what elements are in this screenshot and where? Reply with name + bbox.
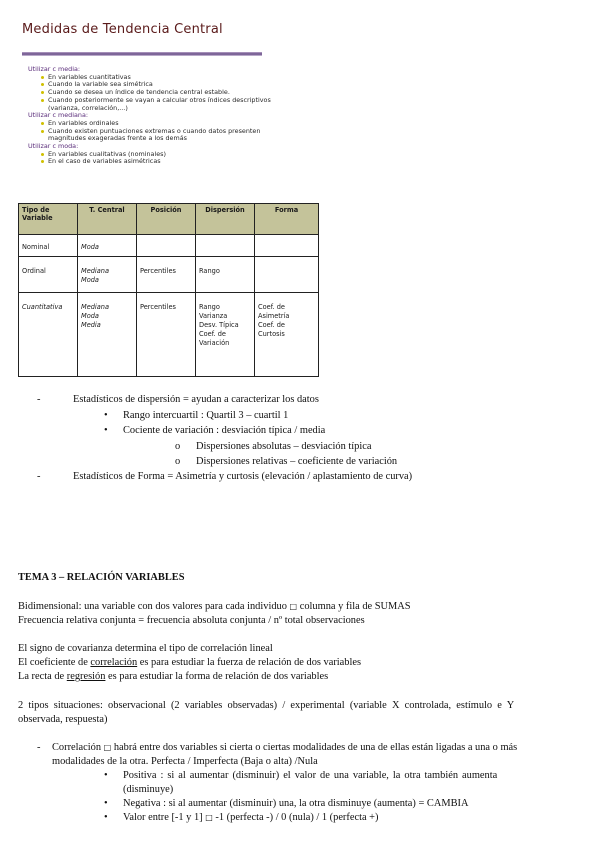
correlacion-term: correlación	[90, 657, 138, 668]
notes-list-item: En variables cualitativas (nominales)	[28, 151, 278, 159]
bidimensional-line	[18, 601, 411, 612]
valor-line	[123, 812, 379, 823]
table-header-cell: Forma	[255, 204, 319, 235]
table-cell: Moda	[78, 235, 137, 257]
square-glyph: □	[103, 743, 112, 752]
section-heading: TEMA 3 – RELACIÓN VARIABLES	[18, 572, 185, 583]
dash-marker: -	[37, 742, 41, 753]
recta-text: es para estudiar la forma de relación de dos variables	[108, 671, 329, 682]
positiva-line-1: Positiva : si al aumentar (disminuir) el valor de una variable, la otra también aumenta	[123, 770, 498, 781]
notes-list-item: En variables ordinales	[28, 120, 278, 128]
correlacion-text: habrá entre dos variables si cierta o ciertas modalidades de una de ellas están ligadas a una o más	[113, 742, 518, 753]
table-cell	[137, 235, 196, 257]
table-cell	[255, 257, 319, 293]
cociente-variacion: Cociente de variación : desviación típica / media	[123, 425, 326, 436]
sub-marker: o	[175, 441, 181, 452]
table-row	[19, 257, 319, 293]
bullet-marker: •	[104, 425, 108, 436]
bidimensional-sums: columna y fila de SUMAS	[299, 601, 411, 612]
table-cell	[255, 235, 319, 257]
frecuencia-line: Frecuencia relativa conjunta = frecuencia absoluta conjunta / nº total observaciones	[18, 615, 365, 626]
correlacion-definition-2: modalidades de la otra. Perfecta / Imperfecta (Baja o alta) /Nula	[52, 756, 318, 767]
square-glyph: □	[289, 602, 298, 611]
table-cell: Mediana Moda Media	[78, 293, 137, 377]
bullet-marker: •	[104, 770, 108, 781]
table-row	[19, 235, 319, 257]
sub-marker: o	[175, 456, 181, 467]
correlacion-definition-1	[52, 742, 517, 753]
table-header-cell: Tipo de Variable	[19, 204, 78, 235]
correlacion-label: Correlación	[52, 742, 102, 753]
notes-list-item: Cuando la variable sea simétrica	[28, 81, 278, 89]
regresion-line	[18, 671, 328, 682]
regresion-term: regresión	[66, 671, 106, 682]
coef-text: es para estudiar la fuerza de relación de dos variables	[139, 657, 362, 668]
dash-marker: -	[37, 471, 41, 482]
valor-text: Valor entre [-1 y 1]	[123, 812, 203, 823]
table-cell: Cuantitativa	[19, 293, 78, 377]
positiva-line-2: (disminuye)	[123, 784, 174, 795]
situaciones-line-1: 2 tipos situaciones: observacional (2 variables observadas) / experimental (variable X controlada, estímulo e Y	[18, 700, 515, 711]
notes-list-item: Cuando existen puntuaciones extremas o cuando datos presenten magnitudes exageradas frente a los demás	[28, 128, 278, 143]
slide-usage-notes	[28, 66, 278, 166]
table-header-cell: Posición	[137, 204, 196, 235]
table-header-cell: Dispersión	[196, 204, 255, 235]
table-cell: Nominal	[19, 235, 78, 257]
square-glyph: □	[205, 813, 213, 822]
bullet-marker: •	[104, 798, 108, 809]
notes-heading: Utilizar c mediana:	[28, 111, 89, 120]
table-cell	[196, 235, 255, 257]
title-divider	[22, 52, 262, 56]
bidimensional-text: Bidimensional: una variable con dos valores para cada individuo	[18, 601, 287, 612]
valor-text: -1 (perfecta -) / 0 (nula) / 1 (perfecta +)	[215, 812, 379, 823]
table-header-cell: T. Central	[78, 204, 137, 235]
table-cell: Percentiles	[137, 257, 196, 293]
situaciones-line-2: observada, respuesta)	[18, 714, 108, 725]
notes-list-item: Cuando se desea un índice de tendencia central estable.	[28, 89, 278, 97]
notes-list-item: En el caso de variables asimétricas	[28, 158, 278, 166]
variable-measures-table	[18, 203, 319, 377]
table-header-row	[19, 204, 319, 235]
dispersiones-absolutas: Dispersiones absolutas – desviación típica	[196, 441, 372, 452]
notes-heading: Utilizar c moda:	[28, 142, 79, 151]
table-cell: Mediana Moda	[78, 257, 137, 293]
forma-line: Estadísticos de Forma = Asimetría y curtosis (elevación / aplastamiento de curva)	[73, 471, 413, 482]
bullet-marker: •	[104, 812, 108, 823]
recta-text: La recta de	[18, 671, 65, 682]
covarianza-line: El signo de covarianza determina el tipo de correlación lineal	[18, 643, 273, 654]
table-cell: Percentiles	[137, 293, 196, 377]
notes-list-item: Cuando posteriormente se vayan a calcular otros índices descriptivos (varianza, correlación,...)	[28, 97, 278, 112]
negativa-line: Negativa : si al aumentar (disminuir) una, la otra disminuye (aumenta) = CAMBIA	[123, 798, 469, 809]
slide-title: Medidas de Tendencia Central	[22, 22, 223, 37]
dispersiones-relativas: Dispersiones relativas – coeficiente de variación	[196, 456, 398, 467]
dispersion-line: Estadísticos de dispersión = ayudan a caracterizar los datos	[73, 394, 319, 405]
dash-marker: -	[37, 394, 41, 405]
table-cell: Rango Varianza Desv. Típica Coef. de Variación	[196, 293, 255, 377]
table-cell: Coef. de Asimetría Coef. de Curtosis	[255, 293, 319, 377]
correlacion-line	[18, 657, 361, 668]
coef-text: El coeficiente de	[18, 657, 88, 668]
table-cell: Rango	[196, 257, 255, 293]
bullet-marker: •	[104, 410, 108, 421]
rango-intercuartil: Rango intercuartil : Quartil 3 – cuartil 1	[123, 410, 289, 421]
notes-list-item: En variables cuantitativas	[28, 74, 278, 82]
table-cell: Ordinal	[19, 257, 78, 293]
table-row	[19, 293, 319, 377]
notes-heading: Utilizar c media:	[28, 65, 81, 73]
